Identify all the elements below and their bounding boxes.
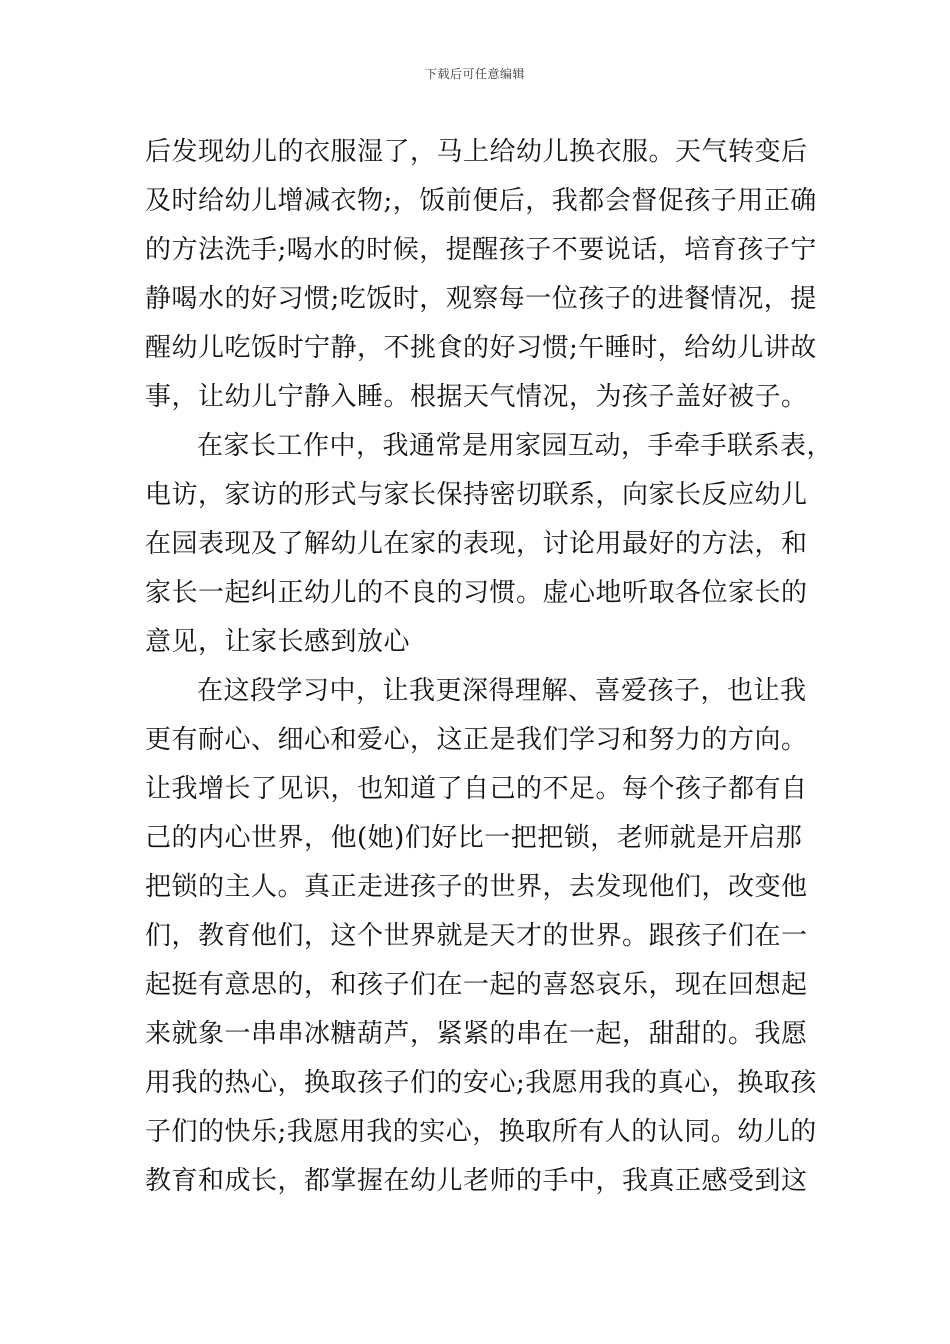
body-text (145, 128, 834, 1206)
text-line: 来就象一串串冰糖葫芦，紧紧的串在一起，甜甜的。我愿 (145, 1019, 808, 1049)
text-line: 的方法洗手;喝水的时候，提醒孩子不要说话，培育孩子宁 (145, 235, 817, 265)
text-line: 让我增长了见识，也知道了自己的不足。每个孩子都有自 (145, 774, 808, 804)
text-line: 用我的热心，换取孩子们的安心;我愿用我的真心，换取孩 (145, 1068, 817, 1098)
paragraph-first-line: 在这段学习中，让我更深得理解、喜爱孩子，也让我 (197, 676, 807, 706)
text-line: 教育和成长，都掌握在幼儿老师的手中，我真正感受到这 (145, 1166, 808, 1196)
header-note: 下载后可任意编辑 (424, 67, 525, 81)
text-line: 在园表现及了解幼儿在家的表现，讨论用最好的方法，和 (145, 529, 808, 559)
paragraph-first-line: 在家长工作中，我通常是用家园互动，手牵手联系表， (197, 431, 834, 461)
text-line: 起挺有意思的，和孩子们在一起的喜怒哀乐，现在回想起 (145, 970, 808, 1000)
text-line: 子们的快乐;我愿用我的实心，换取所有人的认同。幼儿的 (145, 1117, 817, 1147)
text-line: 把锁的主人。真正走进孩子的世界，去发现他们，改变他 (145, 872, 808, 902)
text-line: 静喝水的好习惯;吃饭时，观察每一位孩子的进餐情况，提 (145, 284, 817, 314)
text-line: 电访，家访的形式与家长保持密切联系，向家长反应幼儿 (145, 480, 808, 510)
text-line: 后发现幼儿的衣服湿了，马上给幼儿换衣服。天气转变后 (145, 137, 808, 167)
text-line: 己的内心世界，他(她)们好比一把把锁，老师就是开启那 (145, 823, 803, 853)
text-line: 事，让幼儿宁静入睡。根据天气情况，为孩子盖好被子。 (145, 382, 808, 412)
text-line: 意见，让家长感到放心 (145, 627, 411, 657)
text-line: 及时给幼儿增减衣物;，饭前便后，我都会督促孩子用正确 (145, 186, 817, 216)
text-line: 更有耐心、细心和爱心，这正是我们学习和努力的方向。 (145, 725, 808, 755)
text-line: 家长一起纠正幼儿的不良的习惯。虚心地听取各位家长的 (145, 578, 808, 608)
text-line: 们，教育他们，这个世界就是天才的世界。跟孩子们在一 (145, 921, 808, 951)
text-line: 醒幼儿吃饭时宁静，不挑食的好习惯;午睡时，给幼儿讲故 (145, 333, 817, 363)
